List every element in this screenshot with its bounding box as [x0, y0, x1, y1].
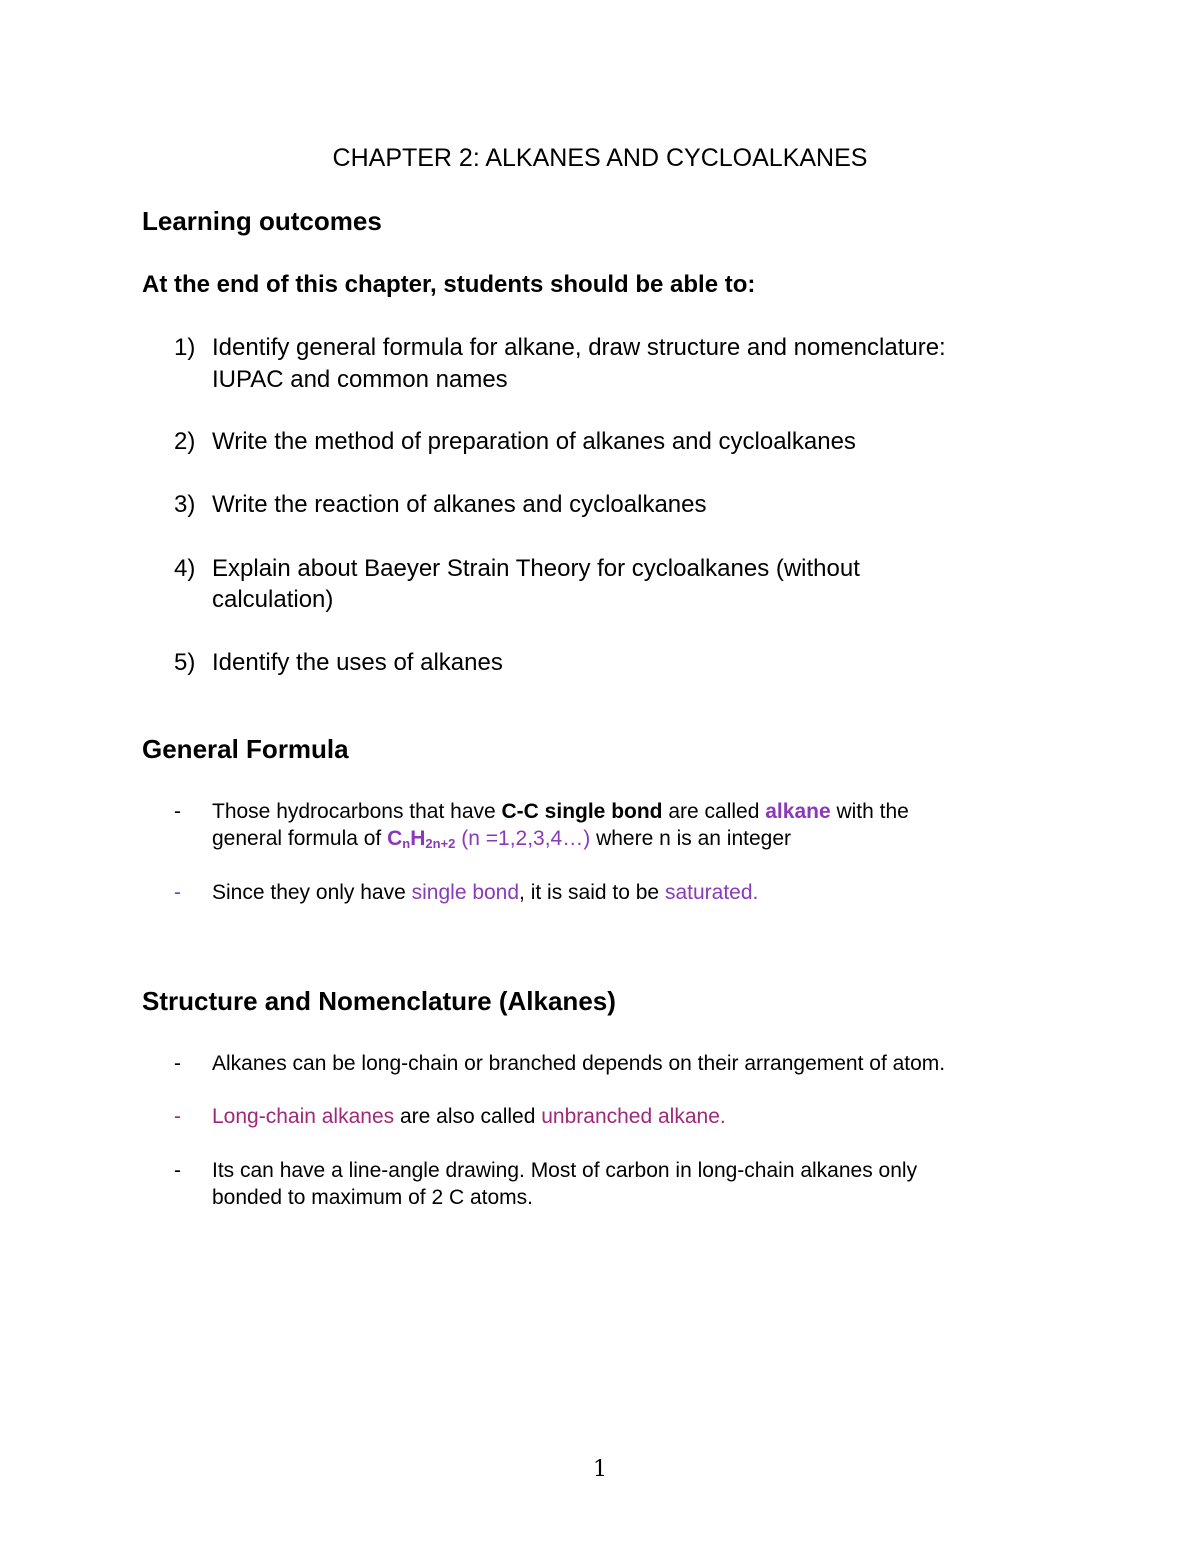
bullet-text-line — [212, 879, 758, 907]
text-run: Since they only have — [212, 881, 412, 904]
formula-subscript: n — [402, 836, 411, 851]
outcome-text-line: Write the reaction of alkanes and cycloalkanes — [212, 491, 707, 518]
bullet-text-line: bonded to maximum of 2 C atoms. — [212, 1186, 533, 1209]
formula-hydrogen: H — [410, 827, 426, 850]
text-run: with the — [830, 800, 909, 823]
bullet-text-line — [212, 798, 909, 826]
bullet-dash: - — [174, 881, 181, 904]
outcome-text-line: Explain about Baeyer Strain Theory for cycloalkanes (without — [212, 555, 860, 582]
bullet-text-line: Alkanes can be long-chain or branched depends on their arrangement of atom. — [212, 1052, 946, 1075]
text-run: where n is an integer — [590, 827, 792, 850]
formula-carbon: C — [387, 827, 403, 850]
intro-statement: At the end of this chapter, students should be able to: — [142, 271, 756, 298]
text-run: are also called — [394, 1105, 542, 1128]
page-number: 1 — [593, 1457, 607, 1482]
formula-subscript: 2n+2 — [425, 836, 456, 851]
bullet-dash: - — [174, 1159, 181, 1182]
text-run: general formula of — [212, 827, 388, 850]
outcome-text-line: Identify the uses of alkanes — [212, 649, 503, 676]
bullet-text-line — [212, 825, 791, 858]
highlighted-term: saturated. — [664, 881, 759, 904]
outcome-number: 5) — [174, 649, 196, 676]
bullet-dash: - — [174, 1105, 181, 1128]
text-run: Those hydrocarbons that have — [212, 800, 502, 823]
outcome-text-line: IUPAC and common names — [212, 366, 508, 393]
outcome-text-line: Write the method of preparation of alkanes and cycloalkanes — [212, 428, 856, 455]
outcome-text-line: Identify general formula for alkane, draw structure and nomenclature: — [212, 334, 946, 361]
outcome-number: 3) — [174, 491, 196, 518]
text-run: , it is said to be — [519, 881, 665, 904]
outcome-text-line: calculation) — [212, 586, 334, 613]
learning-outcomes-heading: Learning outcomes — [142, 206, 382, 236]
bold-term: C-C single bond — [501, 800, 663, 823]
bullet-dash: - — [174, 1052, 181, 1075]
highlighted-term: Long-chain alkanes — [212, 1105, 395, 1128]
outcome-number: 1) — [174, 334, 196, 361]
bullet-text-line — [212, 1103, 726, 1131]
structure-heading: Structure and Nomenclature (Alkanes) — [142, 986, 616, 1016]
formula-range: (n =1,2,3,4…) — [455, 827, 591, 850]
chapter-title: CHAPTER 2: ALKANES AND CYCLOALKANES — [332, 144, 868, 172]
highlighted-term: unbranched alkane. — [541, 1105, 726, 1128]
text-run: are called — [662, 800, 766, 823]
outcome-number: 2) — [174, 428, 196, 455]
bullet-text-line: Its can have a line-angle drawing. Most of carbon in long-chain alkanes only — [212, 1159, 918, 1182]
highlighted-term: alkane — [765, 800, 831, 823]
outcome-number: 4) — [174, 555, 196, 582]
general-formula-heading: General Formula — [142, 734, 349, 764]
highlighted-term: single bond — [411, 881, 520, 904]
bullet-dash: - — [174, 800, 181, 823]
